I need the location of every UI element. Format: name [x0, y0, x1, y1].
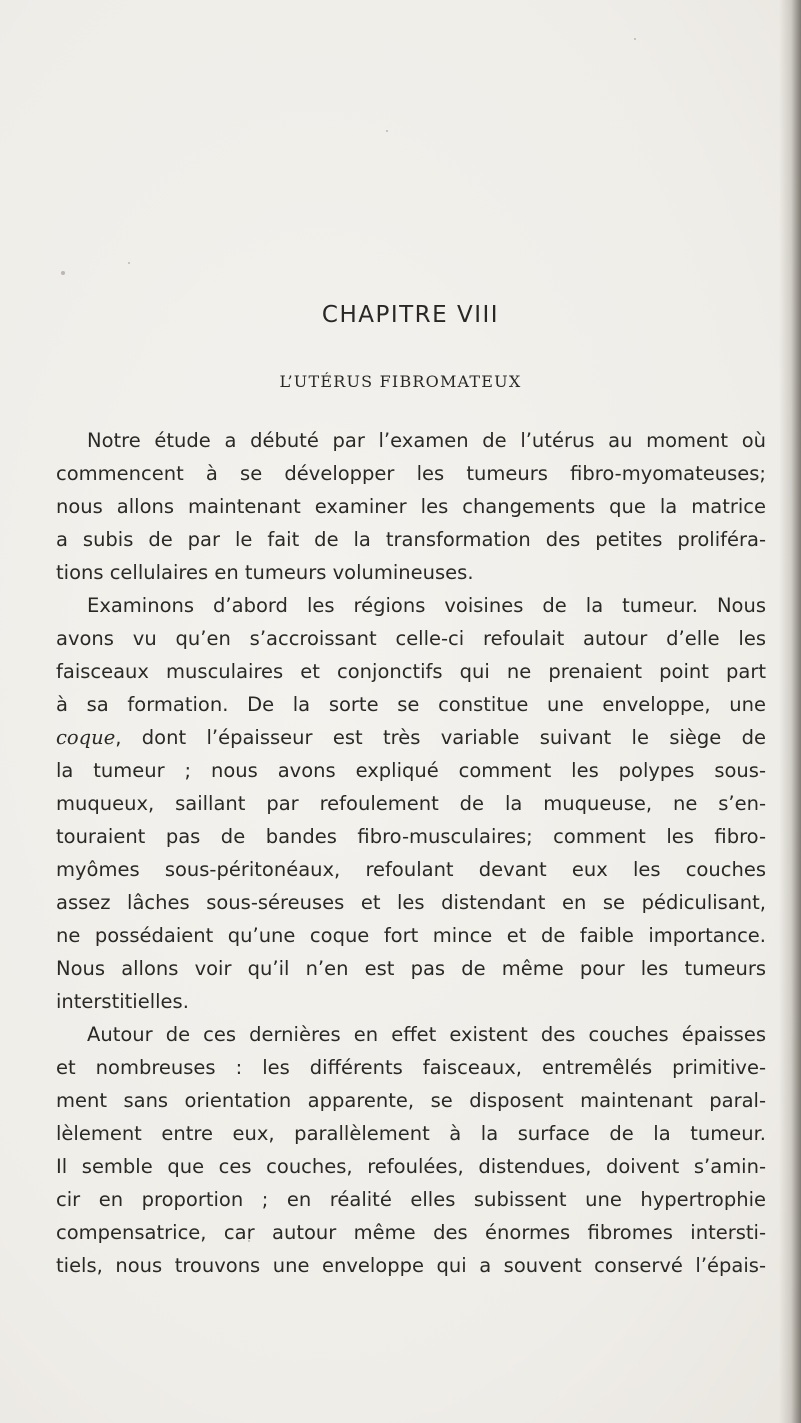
paper-speck [386, 130, 388, 132]
text-line: interstitielles. [56, 990, 189, 1013]
chapter-title: CHAPITRE VIII [321, 302, 500, 328]
text-line: compensatrice, car autour même des énormes fibromes intersti- [56, 1221, 766, 1244]
text-line: touraient pas de bandes fibro-musculaires; comment les fibro- [56, 825, 766, 848]
text-line: tions cellulaires en tumeurs volumineuses. [56, 561, 474, 584]
text-line: tiels, nous trouvons une enveloppe qui a souvent conservé l’épais- [56, 1254, 766, 1277]
text-line: Examinons d’abord les régions voisines de la tumeur. Nous [87, 594, 766, 617]
paper-speck [61, 271, 65, 275]
text-line: avons vu qu’en s’accroissant celle-ci refoulait autour d’elle les [56, 627, 766, 650]
text-line: Notre étude a débuté par l’examen de l’utérus au moment où [87, 429, 766, 452]
text-line: ne possédaient qu’une coque fort mince et de faible importance. [56, 924, 766, 947]
text-line: a subis de par le fait de la transformation des petites proliféra- [56, 528, 766, 551]
text-line: coque, dont l’épaisseur est très variable suivant le siège de [56, 726, 766, 749]
text-line: Il semble que ces couches, refoulées, distendues, doivent s’amin- [56, 1155, 766, 1178]
text-line: muqueux, saillant par refoulement de la muqueuse, ne s’en- [56, 792, 766, 815]
text-line: cir en proportion ; en réalité elles subissent une hypertrophie [56, 1188, 766, 1211]
text-line: nous allons maintenant examiner les changements que la matrice [56, 495, 766, 518]
text-line: ment sans orientation apparente, se disposent maintenant paral- [56, 1089, 766, 1112]
section-title: L’UTÉRUS FIBROMATEUX [279, 372, 522, 391]
text-line: Nous allons voir qu’il n’en est pas de même pour les tumeurs [56, 957, 766, 980]
text-line: lèlement entre eux, parallèlement à la surface de la tumeur. [56, 1122, 766, 1145]
paper-speck [128, 262, 130, 264]
text-line: et nombreuses : les différents faisceaux, entremêlés primitive- [56, 1056, 766, 1079]
text-line: la tumeur ; nous avons expliqué comment les polypes sous- [56, 759, 766, 782]
text-line: assez lâches sous-séreuses et les distendant en se pédiculisant, [56, 891, 766, 914]
page-edge-shadow [779, 0, 801, 1423]
text-line: faisceaux musculaires et conjonctifs qui ne prenaient point part [56, 660, 766, 683]
emphasized-word: coque [56, 726, 116, 749]
paper-speck [634, 38, 636, 40]
text-line: Autour de ces dernières en effet existent des couches épaisses [87, 1023, 766, 1046]
text-line: myômes sous-péritonéaux, refoulant devant eux les couches [56, 858, 766, 881]
text-line: à sa formation. De la sorte se constitue une enveloppe, une [56, 693, 766, 716]
text-line: commencent à se développer les tumeurs fibro-myomateuses; [56, 462, 766, 485]
